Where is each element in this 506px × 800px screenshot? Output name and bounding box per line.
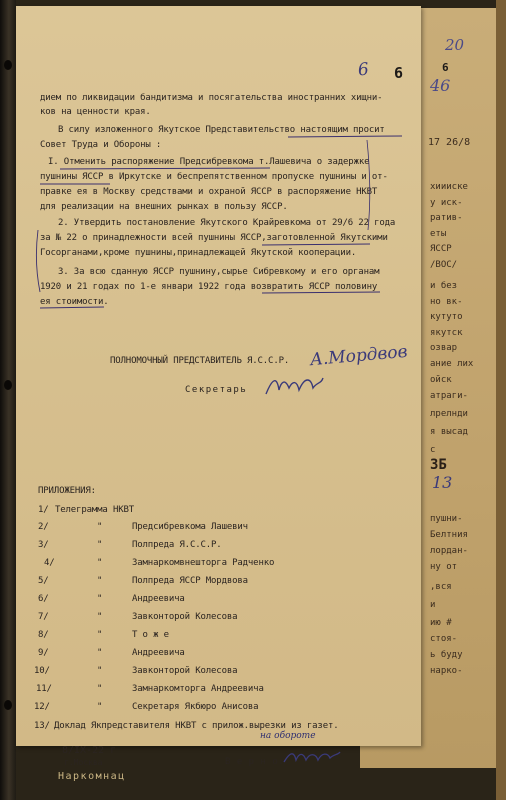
underlying-line: пушни- — [430, 514, 463, 524]
archive-number: 46 — [430, 76, 451, 95]
attachment-text: Телеграмма НКВТ — [55, 505, 135, 515]
attachment-number: 13/ — [34, 721, 50, 731]
date-line: 8/IX-22 г — [62, 745, 117, 756]
attachment-number: 12/ — [34, 702, 50, 712]
attachment-ditto: " — [97, 594, 103, 604]
attachment-text: Предсибревкома Лашевич — [132, 522, 248, 532]
attachment-ditto: " — [97, 648, 103, 658]
attachment-ditto: " — [97, 558, 103, 568]
attachment-text: Полпреда Я.С.С.Р. — [132, 540, 222, 550]
item-3-line: ея стоимости. — [40, 297, 109, 307]
underlying-line: стоя- — [430, 634, 458, 644]
attachment-ditto: " — [97, 630, 103, 640]
attachment-text: Андреевича — [132, 648, 185, 658]
attachment-text: Андреевича — [132, 594, 185, 604]
attachment-number: 11/ — [36, 684, 52, 694]
attachment-text: Секретаря Якбюро Анисова — [132, 702, 259, 712]
intro-line: дием по ликвидации бандитизма и посягательства иностранних хищни- — [40, 93, 383, 103]
underlying-line: и без — [430, 281, 458, 291]
attachment-number: 2/ — [38, 522, 49, 532]
attachment-text: Т о ж е — [132, 630, 169, 640]
underlying-page-mark: 13 — [432, 473, 453, 492]
page-number-underlying: 6 — [442, 61, 449, 74]
intro-line: ков на ценности края. — [40, 107, 151, 117]
attachment-text: Завконторой Колесова — [132, 666, 238, 676]
item-1-line: пушнины ЯССР в Иркутске и беспрепятственном пропуске пушнины и от- — [40, 172, 388, 182]
attachment-number: 7/ — [38, 612, 49, 622]
underlying-line: с — [430, 445, 436, 455]
underlying-line: ратив- — [430, 213, 463, 223]
attachment-ditto: " — [97, 540, 103, 550]
attachment-number: 10/ — [34, 666, 50, 676]
attachment-ditto: " — [97, 612, 103, 622]
underlying-line: атраги- — [430, 391, 468, 401]
archive-number: 20 — [445, 36, 465, 54]
underlying-line: ание лих — [430, 359, 474, 369]
item-1-line: I. Отменить распоряжение Предсибревкома т.Лашевича о задержке — [48, 157, 370, 167]
item-2-line: Госорганами,кроме пушнины,принадлежащей Якутской кооперации. — [40, 248, 357, 258]
request-line: В силу изложенного Якутское Представительство настоящим просит — [58, 125, 385, 135]
secretary-label: Секретарь — [185, 385, 248, 395]
underlying-line: лрелнди — [430, 409, 468, 419]
item-2-line: 2. Утвердить постановление Якутского Крайревкома от 29/6 22 года — [58, 218, 396, 228]
attachment-number: 6/ — [38, 594, 49, 604]
attachment-ditto: " — [97, 666, 103, 676]
underlying-line: но вк- — [430, 297, 463, 307]
underlying-line: Белтния — [430, 530, 468, 540]
attachment-number: 5/ — [38, 576, 49, 586]
attachment-number: 3/ — [38, 540, 49, 550]
underlying-line: /ВОС/ — [430, 260, 458, 270]
attachment-text: Полпреда ЯССР Мордвова — [132, 576, 248, 586]
underlying-line: ойск — [430, 375, 452, 385]
attachment-ditto: " — [97, 522, 103, 532]
attachment-number: 9/ — [38, 648, 49, 658]
underlying-line: ну от — [430, 562, 458, 572]
attachment-number: 1/ — [38, 505, 49, 515]
item-3-line: 1920 и 21 годах по 1-е январи 1922 года возвратить ЯССР половину — [40, 282, 378, 292]
attachment-number: 8/ — [38, 630, 49, 640]
underlying-line: кутуто — [430, 312, 463, 322]
attachment-text: Завконторой Колесова — [132, 612, 238, 622]
attachment-ditto: " — [97, 576, 103, 586]
underlying-line: я высад — [430, 427, 468, 437]
attachment-text: Доклад Якпредставителя НКВТ с прилож.вырезки из газет. — [54, 721, 339, 731]
attachments-title: ПРИЛОЖЕНИЯ: — [38, 486, 96, 496]
attachment-text: Замнаркомторга Андреевича — [132, 684, 264, 694]
copy-verified-signature — [282, 746, 342, 768]
attachment-number: 4/ — [44, 558, 55, 568]
underlying-line: озвар — [430, 343, 458, 353]
underlying-line: хиииске — [430, 182, 468, 192]
underlying-line: лордан- — [430, 546, 468, 556]
org-line: Наркомнац — [58, 771, 126, 782]
city-line: г.Москва — [64, 758, 103, 767]
underlying-line: 17 26/8 — [428, 137, 471, 148]
attachment-ditto: " — [97, 684, 103, 694]
underlying-line: еты — [430, 229, 447, 239]
item-1-line: правке ея в Москву средствами и охраной ЯССР в распоряжение НКВТ — [40, 187, 378, 197]
underlying-page-mark: 3Б — [430, 457, 447, 473]
pencil-page-number: 6 — [356, 59, 370, 81]
item-3-line: 3. За всю сданную ЯССР пушнину,сырье Сибревкому и его органам — [58, 267, 380, 277]
attachment-ditto: " — [97, 702, 103, 712]
page-number: 6 — [394, 64, 404, 82]
underlying-line: и — [430, 600, 436, 610]
request-line: Совет Труда и Обороны : — [40, 140, 162, 150]
attachment-text: Замнаркомвнешторга Радченко — [132, 558, 275, 568]
underlying-line: ,вся — [430, 582, 452, 592]
underlying-line: ь буду — [430, 650, 463, 660]
underlying-line: у иск- — [430, 198, 463, 208]
signature-title: ПОЛНОМОЧНЫЙ ПРЕДСТАВИТЕЛЬ Я.С.С.Р. — [110, 356, 290, 366]
signature-name: А.Мордвов — [309, 341, 409, 371]
item-1-line: для реализации на внешних рынках в пользу ЯССР. — [40, 202, 288, 212]
underlying-line: нарко- — [430, 666, 463, 676]
underlying-line: ию # — [430, 618, 452, 628]
back-note: на обороте — [260, 731, 316, 741]
underlying-line: якутск — [430, 328, 463, 338]
secretary-signature — [263, 372, 325, 402]
item-2-line: за № 22 о принадлежности всей пушнины ЯССР,заготовленной Якутскими — [40, 233, 388, 243]
underlying-line: ЯССР — [430, 244, 452, 254]
copy-verified-label: В е р н о: — [225, 757, 285, 767]
